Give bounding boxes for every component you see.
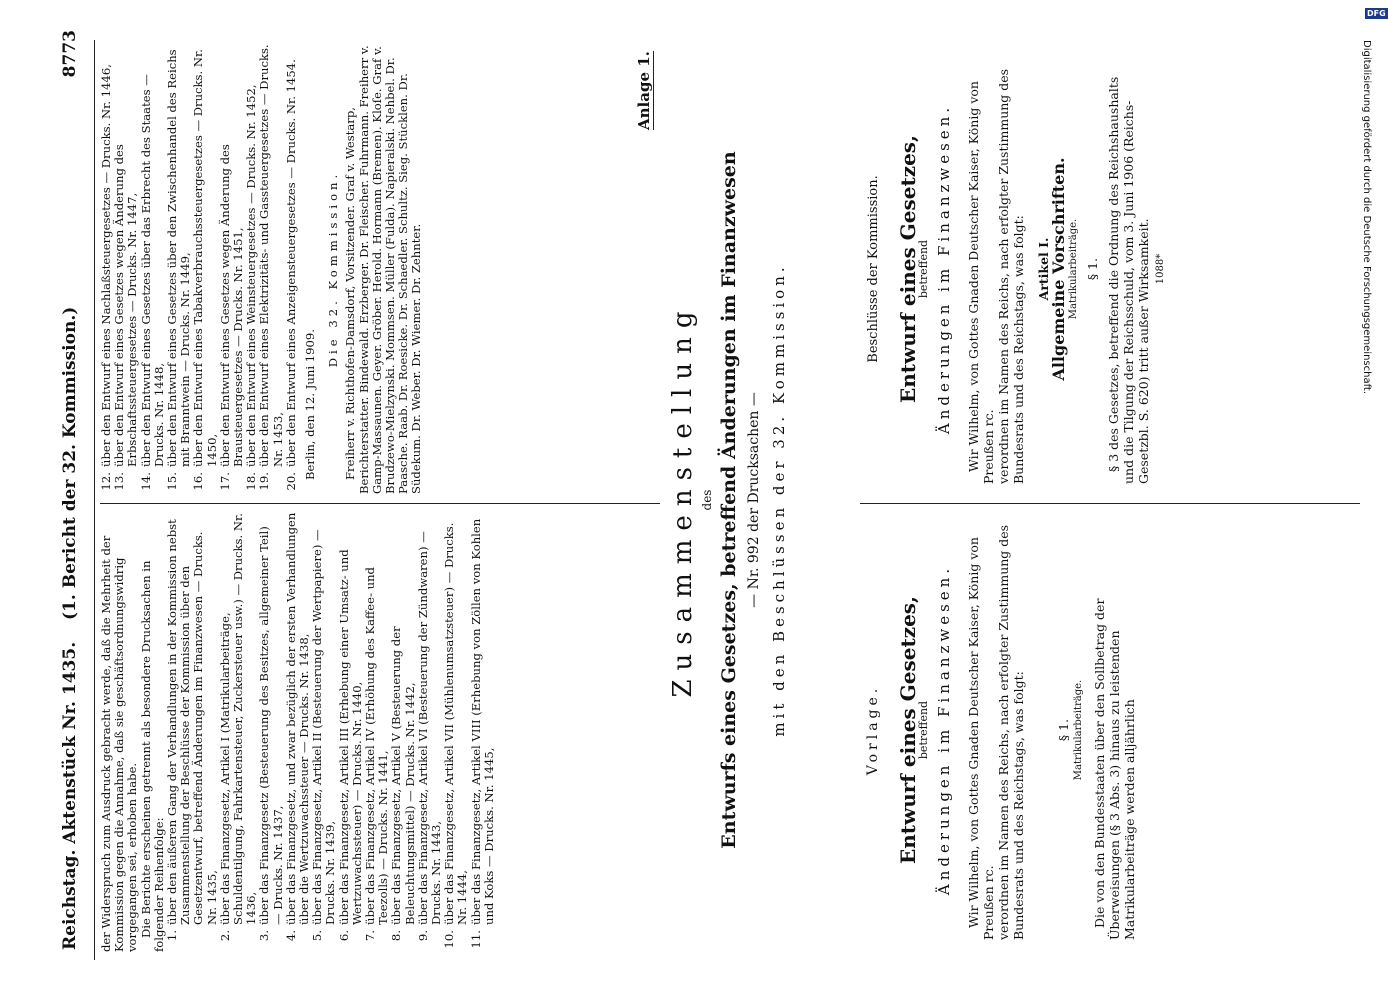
vorlage-para-note: Matrikularbeiträge. (1073, 679, 1084, 781)
document-subtitle: Entwurfs eines Gesetzes, betreffend Änderungen im Finanzwesen (718, 151, 740, 849)
anlage-label: Anlage 1. (635, 51, 653, 130)
item-number: 6. (336, 930, 351, 942)
item-text: über das Finanzgesetz, Artikel IV (Erhöhung des Kaffee- und Teezolls) — Drucks. Nr. 1441, (363, 567, 391, 925)
drucksache-ref: — Nr. 992 der Drucksachen — (746, 392, 762, 608)
item-number: 11. (468, 930, 483, 949)
beschluesse-artikel: Artikel I. (1036, 237, 1051, 301)
item-text: über den Entwurf eines Gesetzes über den Zwischenhandel des Reichs mit Branntwein — Drucks. Nr. 1449, (165, 49, 193, 467)
list-item (443, 512, 469, 952)
item-number: 18. (244, 472, 259, 491)
left-column (100, 512, 496, 952)
item-text: über den äußeren Gang der Verhandlungen in der Kommission nebst Zusammenstellung der Beschlüsse der Kommission über den Gesetzentwurf, betreffend Änderungen im Finanzwesen — Drucks. Nr. 1435, (165, 519, 219, 925)
item-number: 8. (389, 930, 404, 942)
item-text: über das Finanzgesetz, Artikel VI (Besteuerung der Zündwaren) — Drucks. Nr. 1443, (415, 531, 444, 925)
list-item (390, 512, 416, 952)
list-item (417, 512, 443, 952)
vorlage-text: Die von den Bundesstaaten über den Sollbetrag der Überweisungen (§ 3 Abs. 3) hinaus zu leistenden Matrikularbeiträge werden alljährlich (1092, 598, 1137, 940)
vorlage-verordnen: verordnen im Namen des Reichs, nach erfolgter Zustimmung des Bundesrats und des Reichstags, was folgt: (996, 524, 1026, 940)
item-number: 14. (138, 472, 153, 491)
commission-ref: mit den Beschlüssen der 32. Kommission. (770, 263, 788, 737)
list-item (364, 512, 390, 952)
item-text: über das Finanzgesetz, Artikel II (Besteuerung der Wertpapiere) — Drucks. Nr. 1439, (310, 529, 338, 925)
vorlage-subject: Änderungen im Finanzwesen. (935, 564, 953, 896)
list-item (219, 512, 259, 952)
item-text: über den Entwurf eines Gesetzes wegen Änderung des Brausteuergesetzes — Drucks. Nr. 1451, (217, 144, 246, 467)
item-text: über den Entwurf eines Weinsteuergesetzes — Drucks. Nr. 1452, (244, 84, 259, 467)
item-number: 1. (165, 930, 180, 942)
item-number: 5. (310, 930, 325, 942)
item-number: 7. (363, 930, 378, 942)
list-item (192, 44, 218, 494)
beschluesse-para: § 1. (1085, 257, 1100, 281)
item-number: 19. (257, 472, 272, 491)
beschluesse-matr: Matrikularbeiträge. (1068, 218, 1079, 320)
list-item (166, 512, 219, 952)
list-item (285, 512, 311, 952)
header-left: Reichstag. Aktenstück Nr. 1435. (60, 641, 80, 950)
signing-date: Berlin, den 12. Juni 1909. (303, 329, 318, 480)
document-title: Zusammenstellung (668, 302, 698, 698)
vorlage-para: § 1. (1056, 718, 1071, 742)
item-text: über das Finanzgesetz, Artikel III (Erhebung einer Umsatz- und Wertzuwachssteuer) — Drucks. Nr. 1440, (336, 549, 364, 925)
item-number: 4. (283, 930, 298, 942)
beschluesse-heading: Entwurf eines Gesetzes, (896, 134, 920, 404)
vorlage-heading: Entwurf eines Gesetzes, (896, 595, 920, 865)
item-number: 13. (112, 472, 127, 491)
list-item (140, 44, 166, 494)
list-item (113, 44, 139, 494)
beschluesse-verordnen: verordnen im Namen des Reichs, nach erfolgter Zustimmung des Bundesrats und des Reichstags, was folgt: (996, 68, 1026, 484)
header-center: (1. Bericht der 32. Kommission.) (60, 306, 80, 620)
list-item (258, 512, 284, 952)
list-item (470, 512, 496, 952)
item-text: über das Finanzgesetz, Artikel VIII (Erhebung von Zöllen von Kohlen und Koks — Drucks. Nr. 1445, (468, 518, 496, 925)
right-column (100, 44, 424, 494)
item-number: 20. (283, 472, 298, 491)
list-item (338, 512, 364, 952)
item-number: 12. (99, 472, 113, 491)
item-number: 3. (257, 930, 272, 942)
beschluesse-wir: Wir Wilhelm, von Gottes Gnaden Deutscher Kaiser, König von Preußen rc. (966, 81, 996, 484)
report-list-right (100, 44, 298, 494)
list-item (258, 44, 284, 494)
item-text: über das Finanzgesetz, Artikel V (Besteuerung der Beleuchtungsmittel) — Drucks. Nr. 1442, (389, 626, 417, 925)
item-text: über das Finanzgesetz, Artikel I (Matrikularbeiträge, Schuldentilgung, Fahrkartensteuer, Zuckersteuer usw.) — Drucks. Nr. 1436, (217, 513, 259, 925)
list-item (219, 44, 245, 494)
vorlage-column (866, 520, 1137, 940)
item-text: über den Entwurf eines Gesetzes wegen Änderung des Erbschaftssteuergesetzes — Drucks. Nr. 1447, (112, 144, 140, 467)
item-number: 10. (442, 930, 457, 949)
beschluesse-label: Beschlüsse der Kommission. (866, 175, 881, 363)
title-des: des (700, 489, 714, 511)
item-text: über den Entwurf eines Nachlaßsteuergesetzes — Drucks. Nr. 1446, (99, 64, 113, 467)
item-text: über den Entwurf eines Gesetzes über das Erbrecht des Staates — Drucks. Nr. 1448, (138, 74, 166, 467)
commission-members: Freiherr v. Richthofen-Damsdorf, Vorsitzender. Graf v. Westarp, Berichterstatter. Bindewald. Erzberger. Dr. Fleischer. Fuhrmann. Freiherr v. Gamp-Massaunen. Geyer. Gröber. Herold. Hormann (Bremen). Kloſe. Graf v. Brudzewo-Mielzynski. Mommsen. Müller (Fulda). Napieralski. Nehbel. Dr. Paasche. Raab. Dr. Roesicke. Dr. Schaedler. Schultz. Sieg. Stücklen. Dr. Südekum. Dr. Weber. Dr. Wiemer. Dr. Zehnter. (343, 45, 424, 494)
beschluesse-betreffend: betreffend (917, 239, 930, 299)
item-text: über das Finanzgesetz (Besteuerung des Besitzes, allgemeiner Teil) — Drucks. Nr. 1437, (257, 526, 285, 925)
item-text: über das Finanzgesetz, Artikel VII (Mühlenumsatzsteuer) — Drucks. Nr. 1444, (442, 522, 470, 925)
dfg-logo: DFG (1367, 9, 1386, 18)
item-number: 16. (191, 472, 206, 491)
lower-column-divider (860, 503, 1360, 504)
report-list-left (166, 512, 496, 952)
page-header (60, 20, 94, 980)
beschluesse-column (866, 54, 1168, 484)
column-divider (100, 503, 660, 504)
list-item (166, 44, 192, 494)
item-number: 15. (165, 472, 180, 491)
beschluesse-allgemeine: Allgemeine Vorschriften. (1049, 157, 1068, 381)
left-intro: der Widerspruch zum Ausdruck gebracht werde, daß die Mehrheit der Kommission gegen die Annahme, daß sie geschäftsordnungswidrig vorgegangen sei, erhoben habe. (99, 535, 140, 952)
item-number: 2. (217, 930, 232, 942)
item-number: 9. (415, 930, 430, 942)
beschluesse-subject: Änderungen im Finanzwesen. (935, 103, 953, 435)
left-intro2: Die Berichte erscheinen getrennt als besondere Drucksachen in folgender Reihenfolge: (138, 560, 166, 952)
item-text: über das Finanzgesetz, und zwar bezüglich der ersten Verhandlungen über die Wertzuwachssteuer — Drucks. Nr. 1438, (283, 512, 312, 925)
beschluesse-text: § 3 des Gesetzes, betreffend die Ordnung des Reichshaushalts und die Tilgung der Reichsschuld, vom 3. Juni 1906 (Reichs-Gesetzbl. S. 620) tritt außer Wirksamkeit. (1106, 76, 1151, 484)
commission-name: Die 32. Kommission. (326, 170, 341, 368)
item-text: über den Entwurf eines Tabakverbrauchssteuergesetzes — Drucks. Nr. 1450, (191, 49, 219, 467)
list-item (285, 44, 298, 494)
page-number: 8773 (60, 30, 80, 78)
footer-code: 1088* (1155, 253, 1166, 285)
vorlage-wir: Wir Wilhelm, von Gottes Gnaden Deutscher Kaiser, König von Preußen rc. (966, 537, 996, 940)
vorlage-label: Vorlage. (865, 684, 881, 776)
item-text: über den Entwurf eines Anzeigensteuergesetzes — Drucks. Nr. 1454. (283, 59, 298, 467)
list-item (311, 512, 337, 952)
header-divider (94, 40, 95, 960)
item-number: 17. (217, 472, 232, 491)
item-text: über den Entwurf eines Elektrizitäts- und Gassteuergesetzes — Drucks. Nr. 1453, (257, 44, 285, 467)
vorlage-betreffend: betreffend (917, 700, 930, 760)
digitization-note: Digitalisierung gefördert durch die Deutsche Forschungsgemeinschaft. (1361, 40, 1372, 395)
title-block (668, 40, 788, 960)
